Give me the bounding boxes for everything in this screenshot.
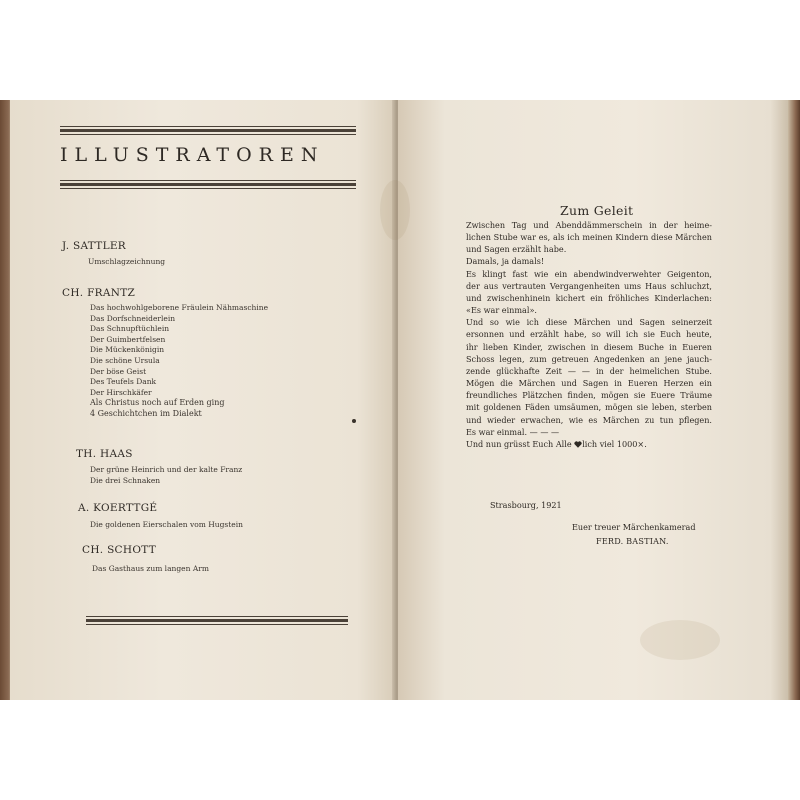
foreword-line: Damals, ja damals! bbox=[466, 256, 545, 267]
foreword-line: Und so wie ich diese Märchen und Sagen seinerzeit bbox=[466, 317, 712, 328]
top-ornamental-rule bbox=[60, 126, 356, 136]
page-title: ILLUSTRATOREN bbox=[60, 144, 325, 166]
greeting-text: lich viel 1000×. bbox=[582, 438, 647, 449]
illustrator-section bbox=[78, 502, 243, 531]
work-title: Die schöne Ursula bbox=[90, 355, 160, 365]
foreword-line: Zwischen Tag und Abenddämmerschein in der heime- bbox=[466, 220, 712, 230]
foreword-line: ihr lieben Kinder, zwischen in diesem Buche in Eueren bbox=[466, 341, 712, 352]
illustrator-name: CH. FRANTZ bbox=[62, 287, 136, 299]
illustrator-section bbox=[82, 544, 209, 575]
illustrator-name: A. KOERTTGÉ bbox=[78, 502, 158, 514]
foreword-body bbox=[466, 219, 712, 450]
foreword-line: und zwischenhinein kichert ein fröhliches Kinderlachen: bbox=[466, 292, 712, 303]
work-title: Das Dorfschneiderlein bbox=[90, 313, 176, 323]
foreword-line: zende glückhafte Zeit — — in der heimelichen Stube. bbox=[466, 365, 712, 376]
illustrator-section bbox=[62, 287, 268, 420]
work-title: Als Christus noch auf Erden ging bbox=[90, 398, 225, 408]
ink-dot bbox=[352, 419, 356, 423]
work-title: Umschlagzeichnung bbox=[88, 257, 166, 266]
work-title: Der grüne Heinrich und der kalte Franz bbox=[90, 465, 243, 474]
foreword-line: ersonnen und erzählt habe, so will ich sie Euch heute, bbox=[466, 329, 712, 340]
illustrator-section bbox=[62, 240, 165, 268]
foreword-line: lichen Stube war es, als ich meinen Kindern diese Märchen bbox=[466, 232, 712, 243]
title-underline-rule bbox=[60, 180, 356, 190]
foreword-line: Es war einmal. — — — bbox=[466, 426, 560, 437]
place-date: Strasbourg, 1921 bbox=[490, 500, 562, 510]
work-title: Das Schnupftüchlein bbox=[90, 324, 170, 334]
work-title: Das Gasthaus zum langen Arm bbox=[92, 564, 209, 573]
foreword-line: der aus vertrauten Vergangenheiten ums Haus schluchzt, bbox=[466, 280, 712, 291]
closing-line: Euer treuer Märchenkamerad bbox=[572, 522, 696, 532]
greeting-text: Und nun grüsst Euch Alle bbox=[466, 438, 575, 449]
foreword-line: freundliches Plätzchen finden, mögen sie Euere Träume bbox=[466, 390, 712, 401]
paper-stain bbox=[640, 620, 720, 660]
foreword-line: Schoss legen, zum getreuen Angedenken an jene jauch- bbox=[466, 353, 712, 364]
work-title: Des Teufels Dank bbox=[90, 377, 157, 387]
work-title: Die drei Schnaken bbox=[90, 475, 161, 485]
foreword-line: Mögen die Märchen und Sagen in Eueren Herzen ein bbox=[466, 378, 712, 389]
foreword-line: und Sagen erzählt habe. bbox=[466, 244, 567, 255]
foreword-line: «Es war einmal». bbox=[466, 305, 537, 316]
foreword-title: Zum Geleit bbox=[560, 203, 634, 218]
illustrator-name: J. SATTLER bbox=[62, 240, 127, 252]
bottom-ornamental-rule bbox=[86, 616, 348, 626]
illustrator-name: CH. SCHOTT bbox=[82, 544, 157, 556]
paper-stain bbox=[380, 180, 410, 240]
author-signature: FERD. BASTIAN. bbox=[596, 536, 669, 546]
foreword-line: und wieder erwachen, wie es Märchen zu tun pflegen. bbox=[466, 414, 712, 425]
foreword-line: mit goldenen Fäden umsäumen, mögen sie leben, sterben bbox=[466, 402, 712, 413]
illustrator-name: TH. HAAS bbox=[76, 448, 133, 460]
work-title: Der Hirschkäfer bbox=[90, 387, 152, 397]
work-title: Die goldenen Eierschalen vom Hugstein bbox=[90, 520, 243, 529]
work-title: Der Guimbertfelsen bbox=[90, 334, 166, 344]
work-title: Der böse Geist bbox=[90, 366, 147, 376]
work-title: Die Mückenkönigin bbox=[90, 345, 165, 355]
illustrator-section bbox=[76, 448, 242, 486]
heart-icon bbox=[574, 441, 582, 448]
foreword-line: Es klingt fast wie ein abendwindverwehter Geigenton, bbox=[466, 268, 712, 279]
book-cover-edge-right bbox=[788, 100, 800, 700]
work-title: 4 Geschichtchen im Dialekt bbox=[90, 408, 202, 418]
greeting-line bbox=[466, 438, 712, 450]
work-title: Das hochwohlgeborene Fräulein Nähmaschine bbox=[90, 303, 269, 312]
